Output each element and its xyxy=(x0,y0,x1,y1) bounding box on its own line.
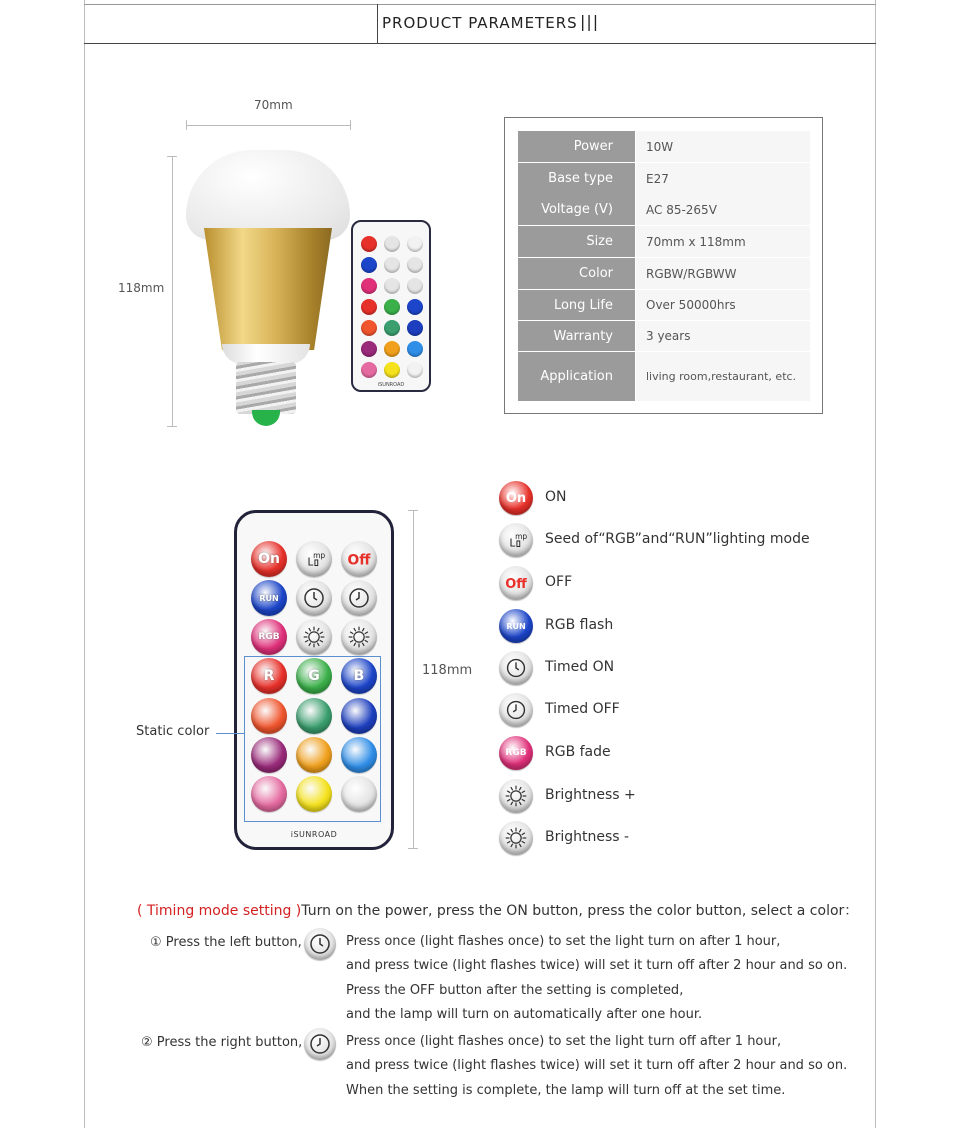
on-button-label: On xyxy=(258,551,280,567)
legend-icon-label: RUN xyxy=(506,621,526,631)
param-value: AC 85-265V xyxy=(636,194,810,225)
rgb-flash-button xyxy=(251,580,287,616)
rgb-fade-button-label: RGB xyxy=(258,632,280,642)
bulb-width-label: 70mm xyxy=(254,98,293,112)
param-row xyxy=(518,321,810,351)
right-line-2: and press twice (light flashes twice) will set it turn off after 2 hour and so on. xyxy=(346,1058,848,1073)
legend-icon-label: On xyxy=(505,490,527,506)
small-remote-rgb-button xyxy=(361,278,377,294)
param-label: Voltage (V) xyxy=(518,194,635,225)
small-remote-brightness-up-button xyxy=(384,278,400,294)
legend-text: ON xyxy=(545,489,567,505)
timed-on-clock-icon xyxy=(499,651,533,685)
bulb-screw-base xyxy=(236,362,296,414)
timing-intro xyxy=(137,900,858,920)
small-remote-color-button xyxy=(361,341,377,357)
bulb-height-line xyxy=(172,156,173,426)
small-remote-logo: iSUNROAD xyxy=(377,382,405,388)
bulb-width-tick-right xyxy=(350,120,351,130)
static-color-leader xyxy=(216,733,244,734)
clock-icon xyxy=(304,928,336,960)
svg-text:mp: mp xyxy=(313,551,326,561)
mode-speed-icon xyxy=(499,523,533,557)
small-remote-color-button xyxy=(361,362,377,378)
rgb-fade-button xyxy=(251,619,287,655)
param-label: Size xyxy=(518,226,635,257)
timed-off-clock-icon xyxy=(499,693,533,727)
param-value: E27 xyxy=(636,163,810,194)
svg-text:Off: Off xyxy=(505,577,527,592)
small-remote-timer-right-button xyxy=(407,257,423,273)
param-value: Over 50000hrs xyxy=(636,290,810,320)
bulb-width-tick-left xyxy=(186,120,187,130)
brightness-up-icon xyxy=(499,779,533,813)
legend-text: Timed OFF xyxy=(545,701,620,717)
rgb-flash-icon xyxy=(499,609,533,643)
bulb-width-line xyxy=(186,125,350,126)
left-line-2: and press twice (light flashes twice) will set it turn off after 2 hour and so on. xyxy=(346,958,848,973)
param-value: 10W xyxy=(636,131,810,162)
param-value: RGBW/RGBWW xyxy=(636,258,810,289)
timed-off-button xyxy=(341,580,377,616)
left-line-4: and the lamp will turn on automatically after one hour. xyxy=(346,1007,703,1022)
brightness-down-button xyxy=(341,619,377,655)
svg-text:Off: Off xyxy=(347,552,371,569)
header-bars-decoration: ||| xyxy=(580,12,600,31)
rgb-fade-icon xyxy=(499,736,533,770)
small-remote-mode-button xyxy=(384,236,400,252)
small-remote-illustration xyxy=(351,220,431,392)
param-row xyxy=(518,352,810,401)
right-line-3: When the setting is complete, the lamp will turn off at the set time. xyxy=(346,1083,786,1098)
small-remote-color-button xyxy=(384,362,400,378)
legend-text: OFF xyxy=(545,574,573,590)
off-button-icon xyxy=(499,566,533,600)
red-button-label: R xyxy=(263,668,275,684)
remote-logo: iSUNROAD xyxy=(290,830,338,839)
blue-button-label: B xyxy=(353,668,365,684)
left-button-label: ① Press the left button, xyxy=(150,935,302,950)
left-line-1: Press once (light flashes once) to set the light turn on after 1 hour, xyxy=(346,934,781,949)
param-row xyxy=(518,131,810,162)
small-remote-color-button xyxy=(407,362,423,378)
small-remote-color-button xyxy=(384,320,400,336)
brightness-down-icon xyxy=(499,821,533,855)
timing-intro-text: Turn on the power, press the ON button, press the color button, select a color： xyxy=(301,903,859,919)
off-button xyxy=(341,541,377,577)
remote-height-line xyxy=(413,510,414,848)
remote-height-tick-bottom xyxy=(408,848,418,849)
bulb-height-tick-top xyxy=(167,156,177,157)
small-remote-color-button xyxy=(384,341,400,357)
legend-text: Timed ON xyxy=(545,659,615,675)
param-label: Color xyxy=(518,258,635,289)
rgb-flash-button-label: RUN xyxy=(259,593,279,603)
svg-text:L: L xyxy=(307,556,314,569)
legend-text: RGB fade xyxy=(545,744,611,760)
small-remote-color-button xyxy=(361,320,377,336)
on-button-icon xyxy=(499,481,533,515)
timing-mode-title: ( Timing mode setting ) xyxy=(137,903,302,919)
small-remote-on-button xyxy=(361,236,377,252)
param-value: 3 years xyxy=(636,321,810,351)
small-remote-off-button xyxy=(407,236,423,252)
legend-text: Brightness - xyxy=(545,829,630,845)
page-title: PRODUCT PARAMETERS xyxy=(382,14,578,32)
svg-text:L: L xyxy=(509,537,516,550)
small-remote-brightness-down-button xyxy=(407,278,423,294)
small-remote-b-button xyxy=(407,299,423,315)
param-row xyxy=(518,290,810,320)
param-row xyxy=(518,163,810,194)
bulb-housing xyxy=(204,228,332,350)
clock-icon xyxy=(304,1028,336,1060)
svg-text:mp: mp xyxy=(515,532,528,542)
param-row xyxy=(518,226,810,257)
param-label: Application xyxy=(518,352,635,401)
param-label: Base type xyxy=(518,163,635,194)
right-button-label: ② Press the right button, xyxy=(141,1035,303,1050)
param-row xyxy=(518,258,810,289)
legend-text: RGB flash xyxy=(545,617,614,633)
timed-on-button xyxy=(296,580,332,616)
small-remote-color-button xyxy=(407,320,423,336)
legend-text: Seed of“RGB”and“RUN”lighting mode xyxy=(545,531,810,547)
param-label: Long Life xyxy=(518,290,635,320)
mode-speed-button xyxy=(296,541,332,577)
static-color-group xyxy=(244,656,381,822)
left-line-3: Press the OFF button after the setting is completed, xyxy=(346,983,684,998)
small-remote-g-button xyxy=(384,299,400,315)
legend-icon-label: RGB xyxy=(505,748,527,758)
right-line-1: Press once (light flashes once) to set the light turn off after 1 hour, xyxy=(346,1034,782,1049)
small-remote-run-button xyxy=(361,257,377,273)
param-value: 70mm x 118mm xyxy=(636,226,810,257)
param-label: Power xyxy=(518,131,635,162)
remote-height-label: 118mm xyxy=(422,663,473,678)
small-remote-color-button xyxy=(407,341,423,357)
bulb-neck xyxy=(222,344,310,364)
small-remote-r-button xyxy=(361,299,377,315)
param-row xyxy=(518,194,810,225)
green-button-label: G xyxy=(308,668,320,684)
static-color-label: Static color xyxy=(136,724,210,739)
small-remote-timer-left-button xyxy=(384,257,400,273)
header-rule xyxy=(84,43,876,44)
remote-height-tick-top xyxy=(408,510,418,511)
bulb-height-label: 118mm xyxy=(118,281,165,295)
legend-text: Brightness + xyxy=(545,787,636,803)
param-label: Warranty xyxy=(518,321,635,351)
on-button xyxy=(251,541,287,577)
bulb-height-tick-bottom xyxy=(167,426,177,427)
brightness-up-button xyxy=(296,619,332,655)
param-value: living room,restaurant, etc. xyxy=(636,352,810,401)
